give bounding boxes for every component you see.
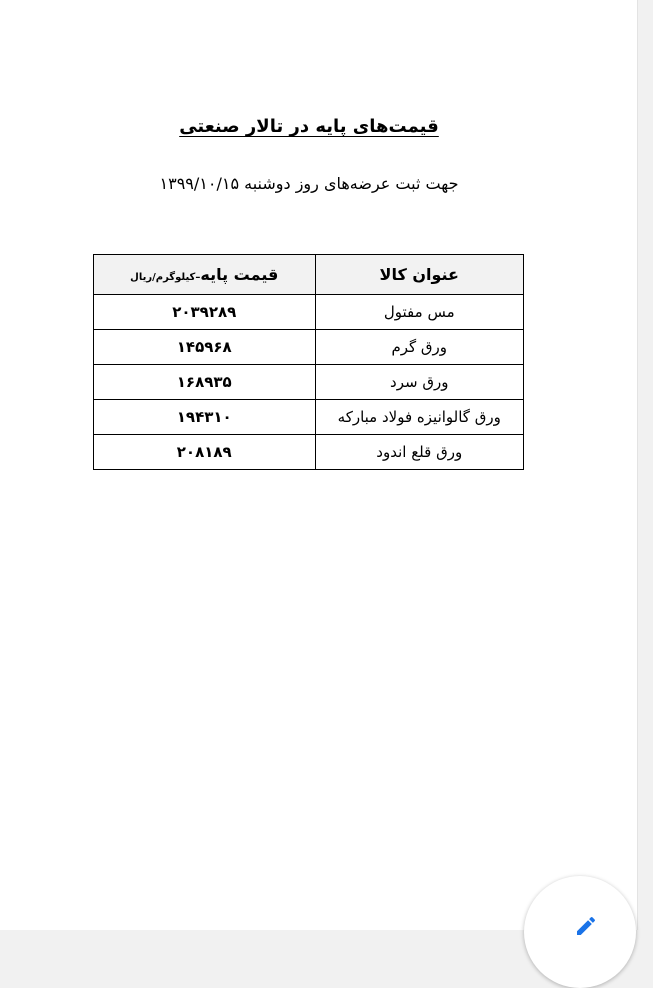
base-price-cell: ۱۹۴۳۱۰ bbox=[94, 400, 316, 435]
vertical-scrollbar[interactable] bbox=[637, 0, 653, 930]
page-subtitle: جهت ثبت عرضه‌های روز دوشنبه ۱۳۹۹/۱۰/۱۵ bbox=[159, 174, 459, 193]
header-price-unit: –کیلوگرم/ریال bbox=[130, 272, 201, 283]
page-title bbox=[0, 114, 618, 140]
base-price-cell: ۱۴۵۹۶۸ bbox=[94, 330, 316, 365]
pencil-icon bbox=[574, 914, 598, 938]
base-price-cell: ۲۰۳۹۲۸۹ bbox=[94, 295, 316, 330]
product-name-cell: ورق گرم bbox=[315, 330, 524, 365]
table-row bbox=[94, 330, 524, 365]
base-price-cell: ۲۰۸۱۸۹ bbox=[94, 435, 316, 470]
base-price-cell: ۱۶۸۹۳۵ bbox=[94, 365, 316, 400]
table-row bbox=[94, 435, 524, 470]
header-product-name: عنوان کالا bbox=[315, 255, 524, 295]
header-base-price bbox=[94, 255, 316, 295]
price-table bbox=[93, 254, 524, 470]
product-name-cell: ورق سرد bbox=[315, 365, 524, 400]
product-name-cell: ورق گالوانیزه فولاد مبارکه bbox=[315, 400, 524, 435]
table-header-row bbox=[94, 255, 524, 295]
product-name-cell: ورق قلع اندود bbox=[315, 435, 524, 470]
table-row bbox=[94, 400, 524, 435]
header-base-price-label: قیمت پایه bbox=[200, 265, 279, 284]
page-title-text: قیمت‌های پایه در تالار صنعتی bbox=[179, 116, 439, 137]
edit-fab-button[interactable] bbox=[524, 876, 636, 988]
table-row bbox=[94, 365, 524, 400]
table-row bbox=[94, 295, 524, 330]
product-name-cell: مس مفتول bbox=[315, 295, 524, 330]
